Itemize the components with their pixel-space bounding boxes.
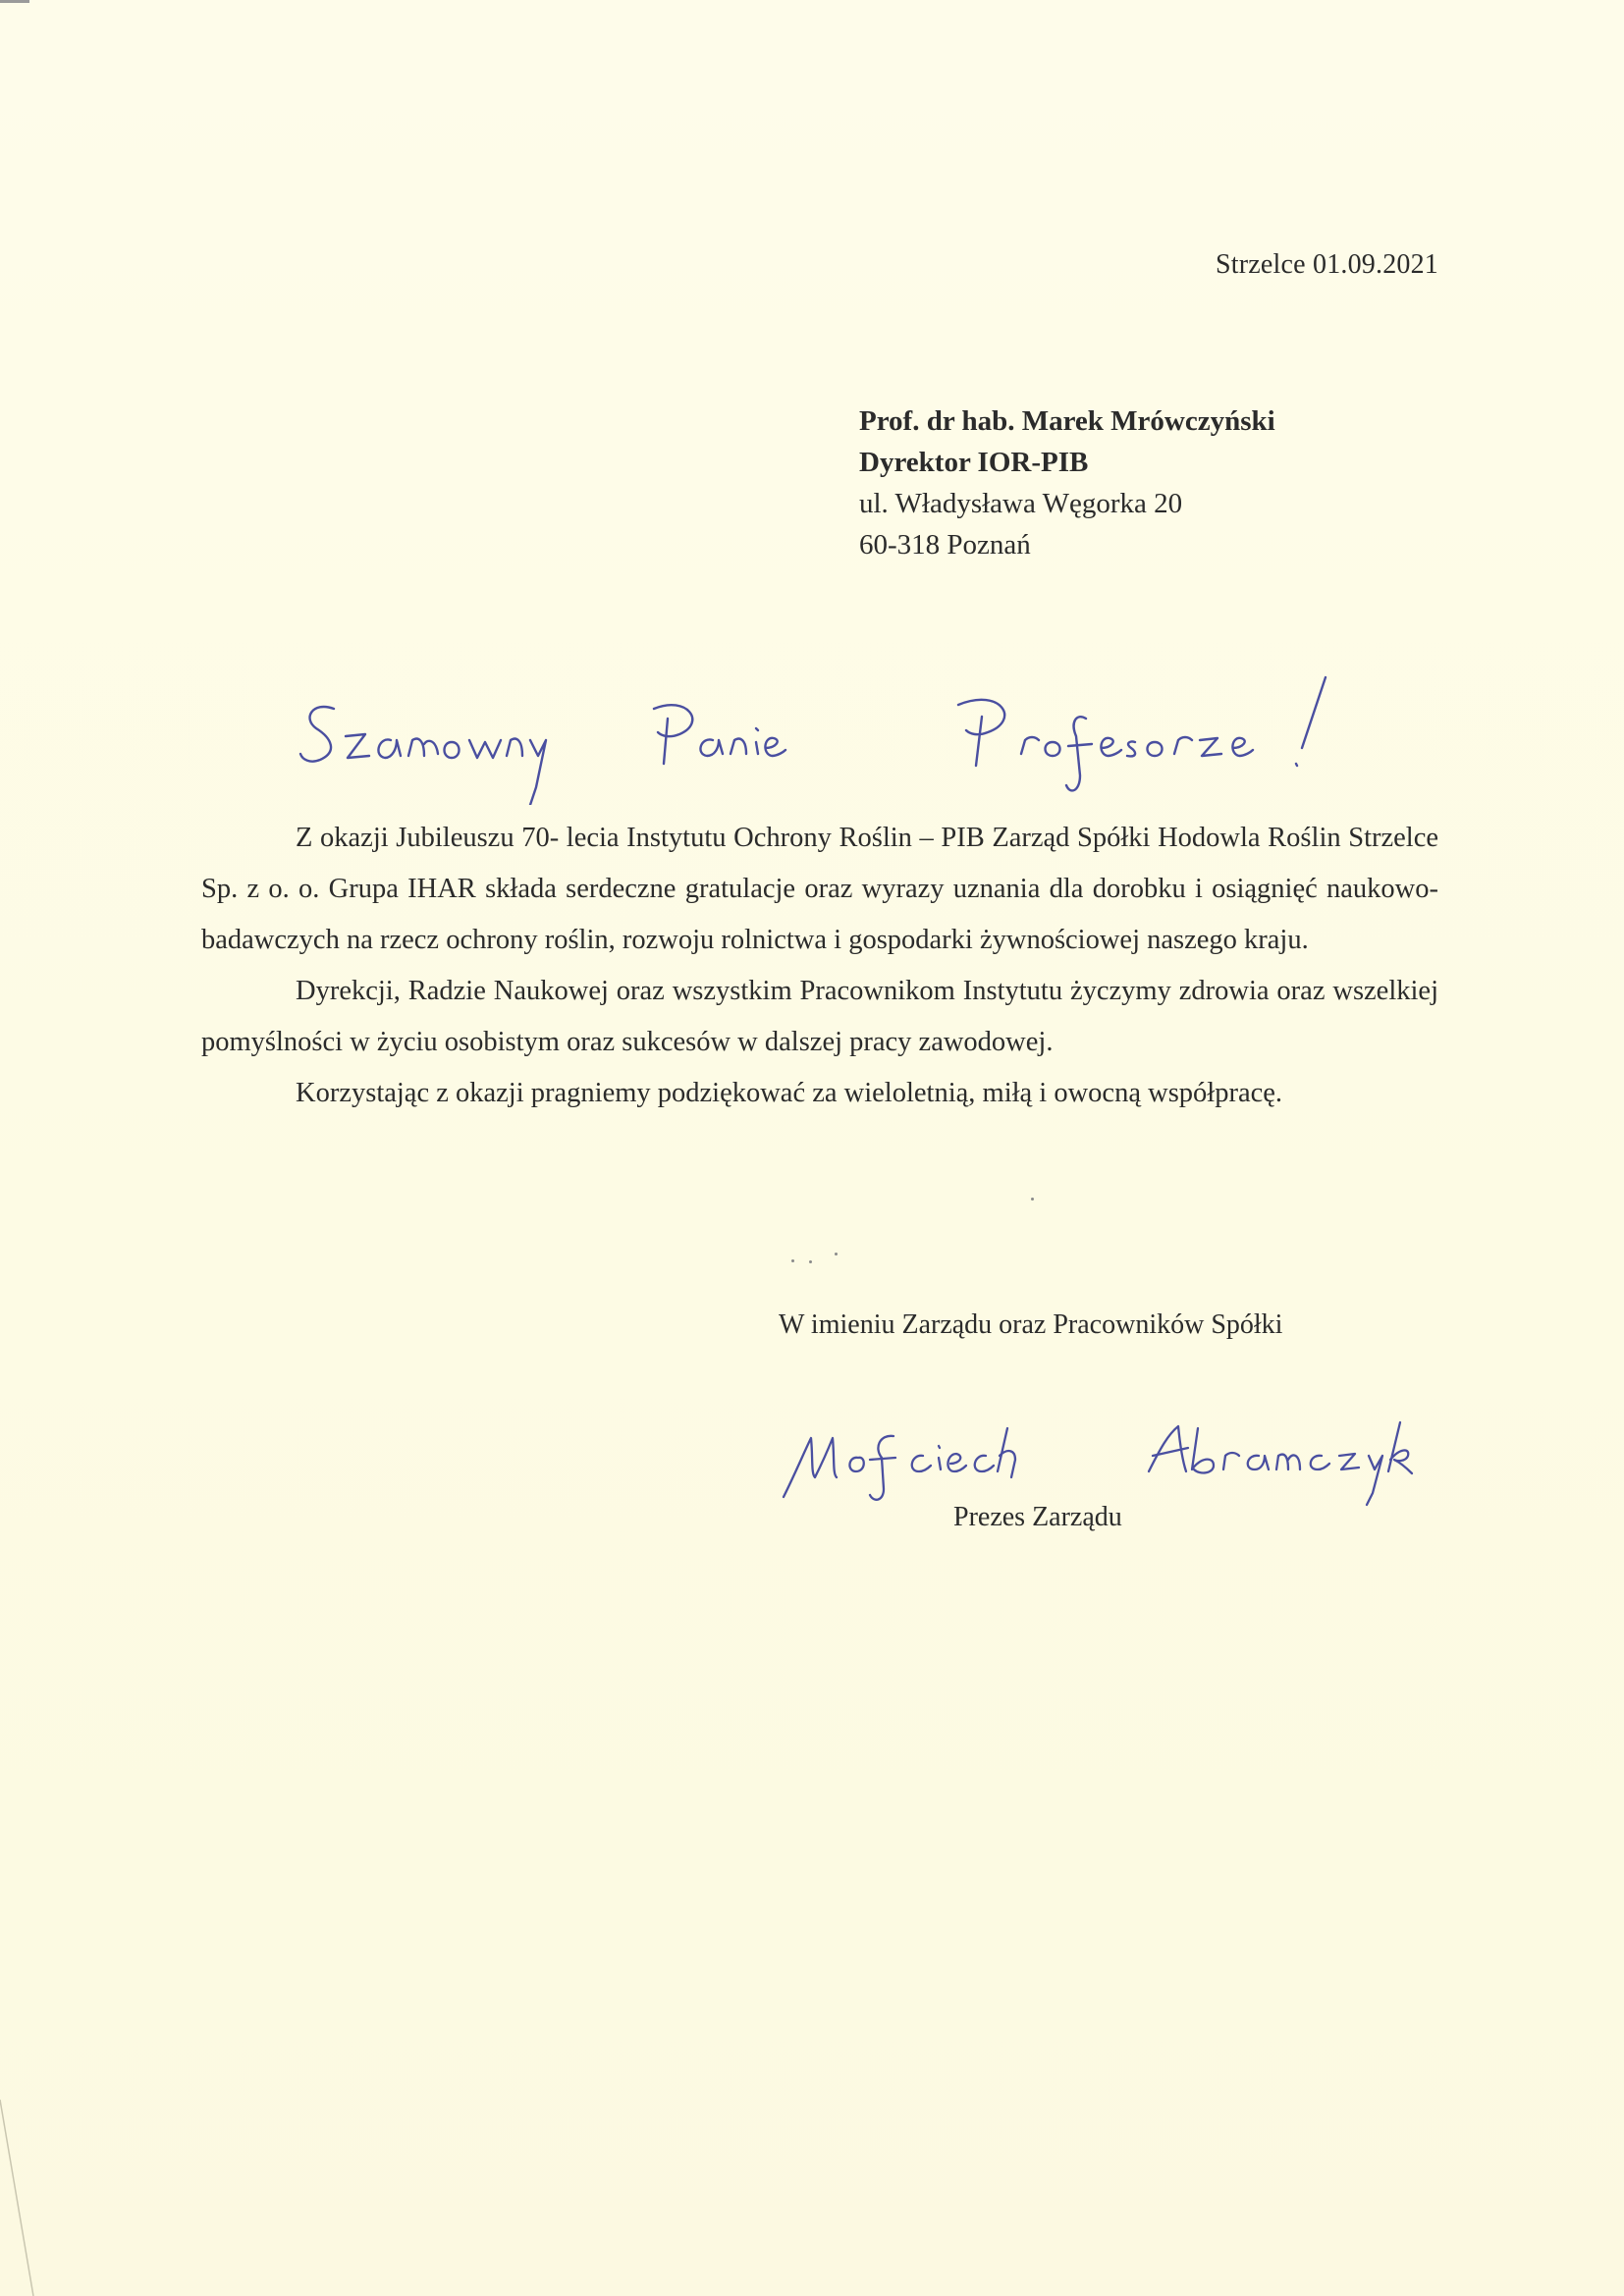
closing-line: W imieniu Zarządu oraz Pracowników Spółki	[779, 1309, 1283, 1340]
scan-speck	[791, 1259, 794, 1262]
letter-date: Strzelce 01.09.2021	[1216, 249, 1438, 280]
handwritten-salutation	[295, 658, 1394, 805]
letter-body	[201, 813, 1438, 1119]
paragraph-thanks: Korzystając z okazji pragniemy podziękować za wieloletnią, miłą i owocną współpracę.	[296, 1078, 1283, 1108]
handwritten-signature	[776, 1399, 1424, 1507]
paragraph-congratulations: Z okazji Jubileuszu 70- lecia Instytutu Ochrony Roślin – PIB Zarząd Spółki Hodowla Roślin Strzelce Sp. z o. o. Grupa IHAR składa serdeczne gratulacje oraz wyrazy uznania dla dorobku i osiągnięć naukowo-badawczych na rzecz ochrony roślin, rozwoju rolnictwa i gospodarki żywnościowej naszego kraju.	[201, 823, 1438, 955]
signatory-title: Prezes Zarządu	[953, 1502, 1122, 1532]
scan-speck	[835, 1253, 838, 1255]
paper-edge-shadow	[0, 2080, 59, 2296]
paragraph-wishes: Dyrekcji, Radzie Naukowej oraz wszystkim Pracownikom Instytutu życzymy zdrowia oraz wszelkiej pomyślności w życiu osobistym oraz sukcesów w dalszej pracy zawodowej.	[201, 976, 1438, 1057]
scan-edge-mark	[0, 0, 29, 3]
recipient-street: ul. Władysława Węgorka 20	[859, 488, 1183, 519]
scan-speck	[1031, 1198, 1034, 1201]
scan-speck	[809, 1260, 812, 1263]
recipient-block	[859, 400, 1275, 565]
recipient-name: Prof. dr hab. Marek Mrówczyński	[859, 405, 1275, 437]
recipient-position: Dyrektor IOR-PIB	[859, 447, 1089, 478]
recipient-city: 60-318 Poznań	[859, 529, 1031, 561]
